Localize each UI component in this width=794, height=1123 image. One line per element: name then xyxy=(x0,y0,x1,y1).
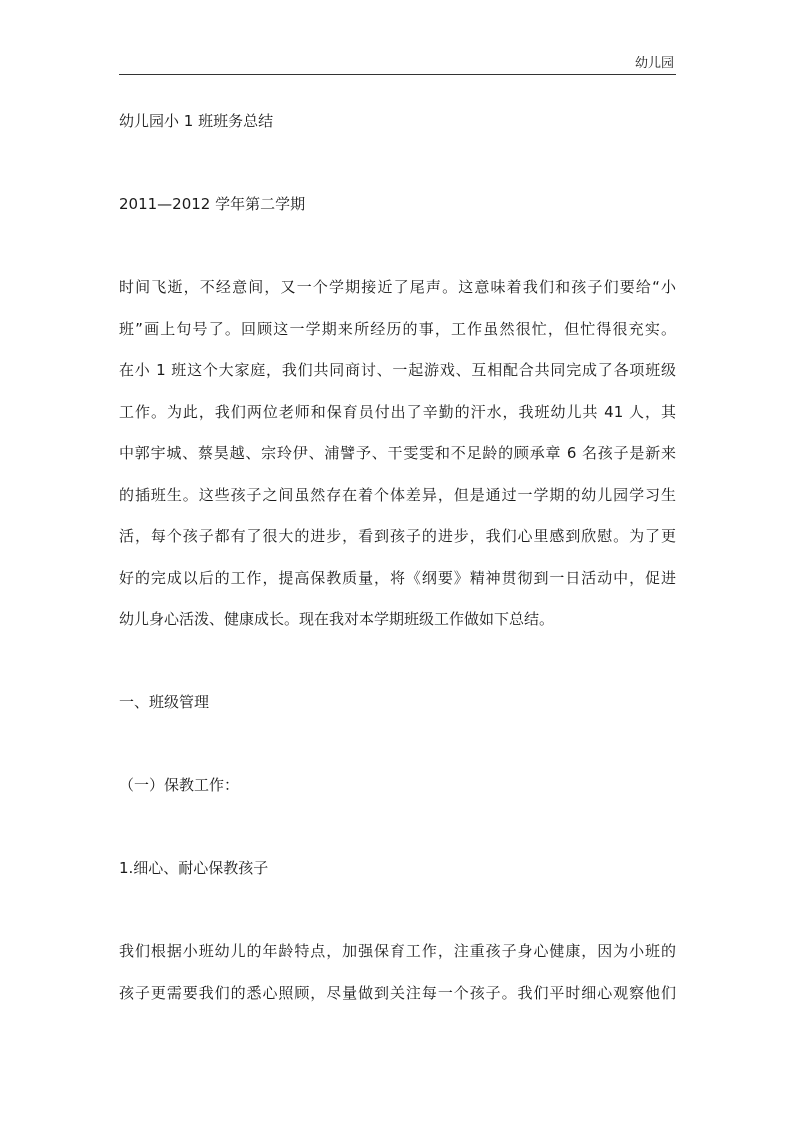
section-heading: 一、班级管理 xyxy=(119,693,210,711)
paragraph-line: 好的完成以后的工作，提高保教质量，将《纲要》精神贯彻到一日活动中，促进 xyxy=(119,568,676,587)
document-term: 2011—2012 学年第二学期 xyxy=(119,195,306,213)
blank-line xyxy=(119,890,676,932)
item-heading: 1.细心、耐心保教孩子 xyxy=(119,859,269,877)
paragraph-line: 我们根据小班幼儿的年龄特点，加强保育工作，注重孩子身心健康，因为小班的 xyxy=(119,942,676,960)
paragraph-line: 幼儿身心活泼、健康成长。现在我对本学期班级工作做如下总结。 xyxy=(119,610,555,628)
header-label: 幼儿园 xyxy=(634,56,674,71)
blank-line xyxy=(119,641,676,683)
blank-line xyxy=(119,724,676,766)
intro-paragraph xyxy=(119,267,676,641)
blank-line xyxy=(119,226,676,268)
document-body xyxy=(119,101,676,1014)
paragraph-line: 在小 1 班这个大家庭，我们共同商讨、一起游戏、互相配合共同完成了各项班级 xyxy=(119,361,676,379)
paragraph-line: 孩子更需要我们的悉心照顾，尽量做到关注每一个孩子。我们平时细心观察他们 xyxy=(119,983,676,1002)
paragraph-line: 班”画上句号了。回顾这一学期来所经历的事，工作虽然很忙，但忙得很充实。 xyxy=(119,319,676,338)
item-paragraph xyxy=(119,931,676,1014)
document-title: 幼儿园小 1 班班务总结 xyxy=(119,112,274,130)
blank-line xyxy=(119,143,676,185)
paragraph-line: 的插班生。这些孩子之间虽然存在着个体差异，但是通过一学期的幼儿园学习生 xyxy=(119,485,676,504)
paragraph-line: 工作。为此，我们两位老师和保育员付出了辛勤的汗水，我班幼儿共 41 人，其 xyxy=(119,402,676,421)
header-divider xyxy=(119,74,676,75)
paragraph-line: 中郭宇城、蔡昊越、宗玲伊、浦譬予、干雯雯和不足龄的顾承章 6 名孩子是新来 xyxy=(119,444,676,462)
paragraph-line: 活，每个孩子都有了很大的进步，看到孩子的进步，我们心里感到欣慰。为了更 xyxy=(119,527,676,545)
blank-line xyxy=(119,807,676,849)
subsection-heading: （一）保教工作： xyxy=(119,776,240,794)
paragraph-line: 时间飞逝，不经意间，又一个学期接近了尾声。这意味着我们和孩子们要给“小 xyxy=(119,278,676,296)
